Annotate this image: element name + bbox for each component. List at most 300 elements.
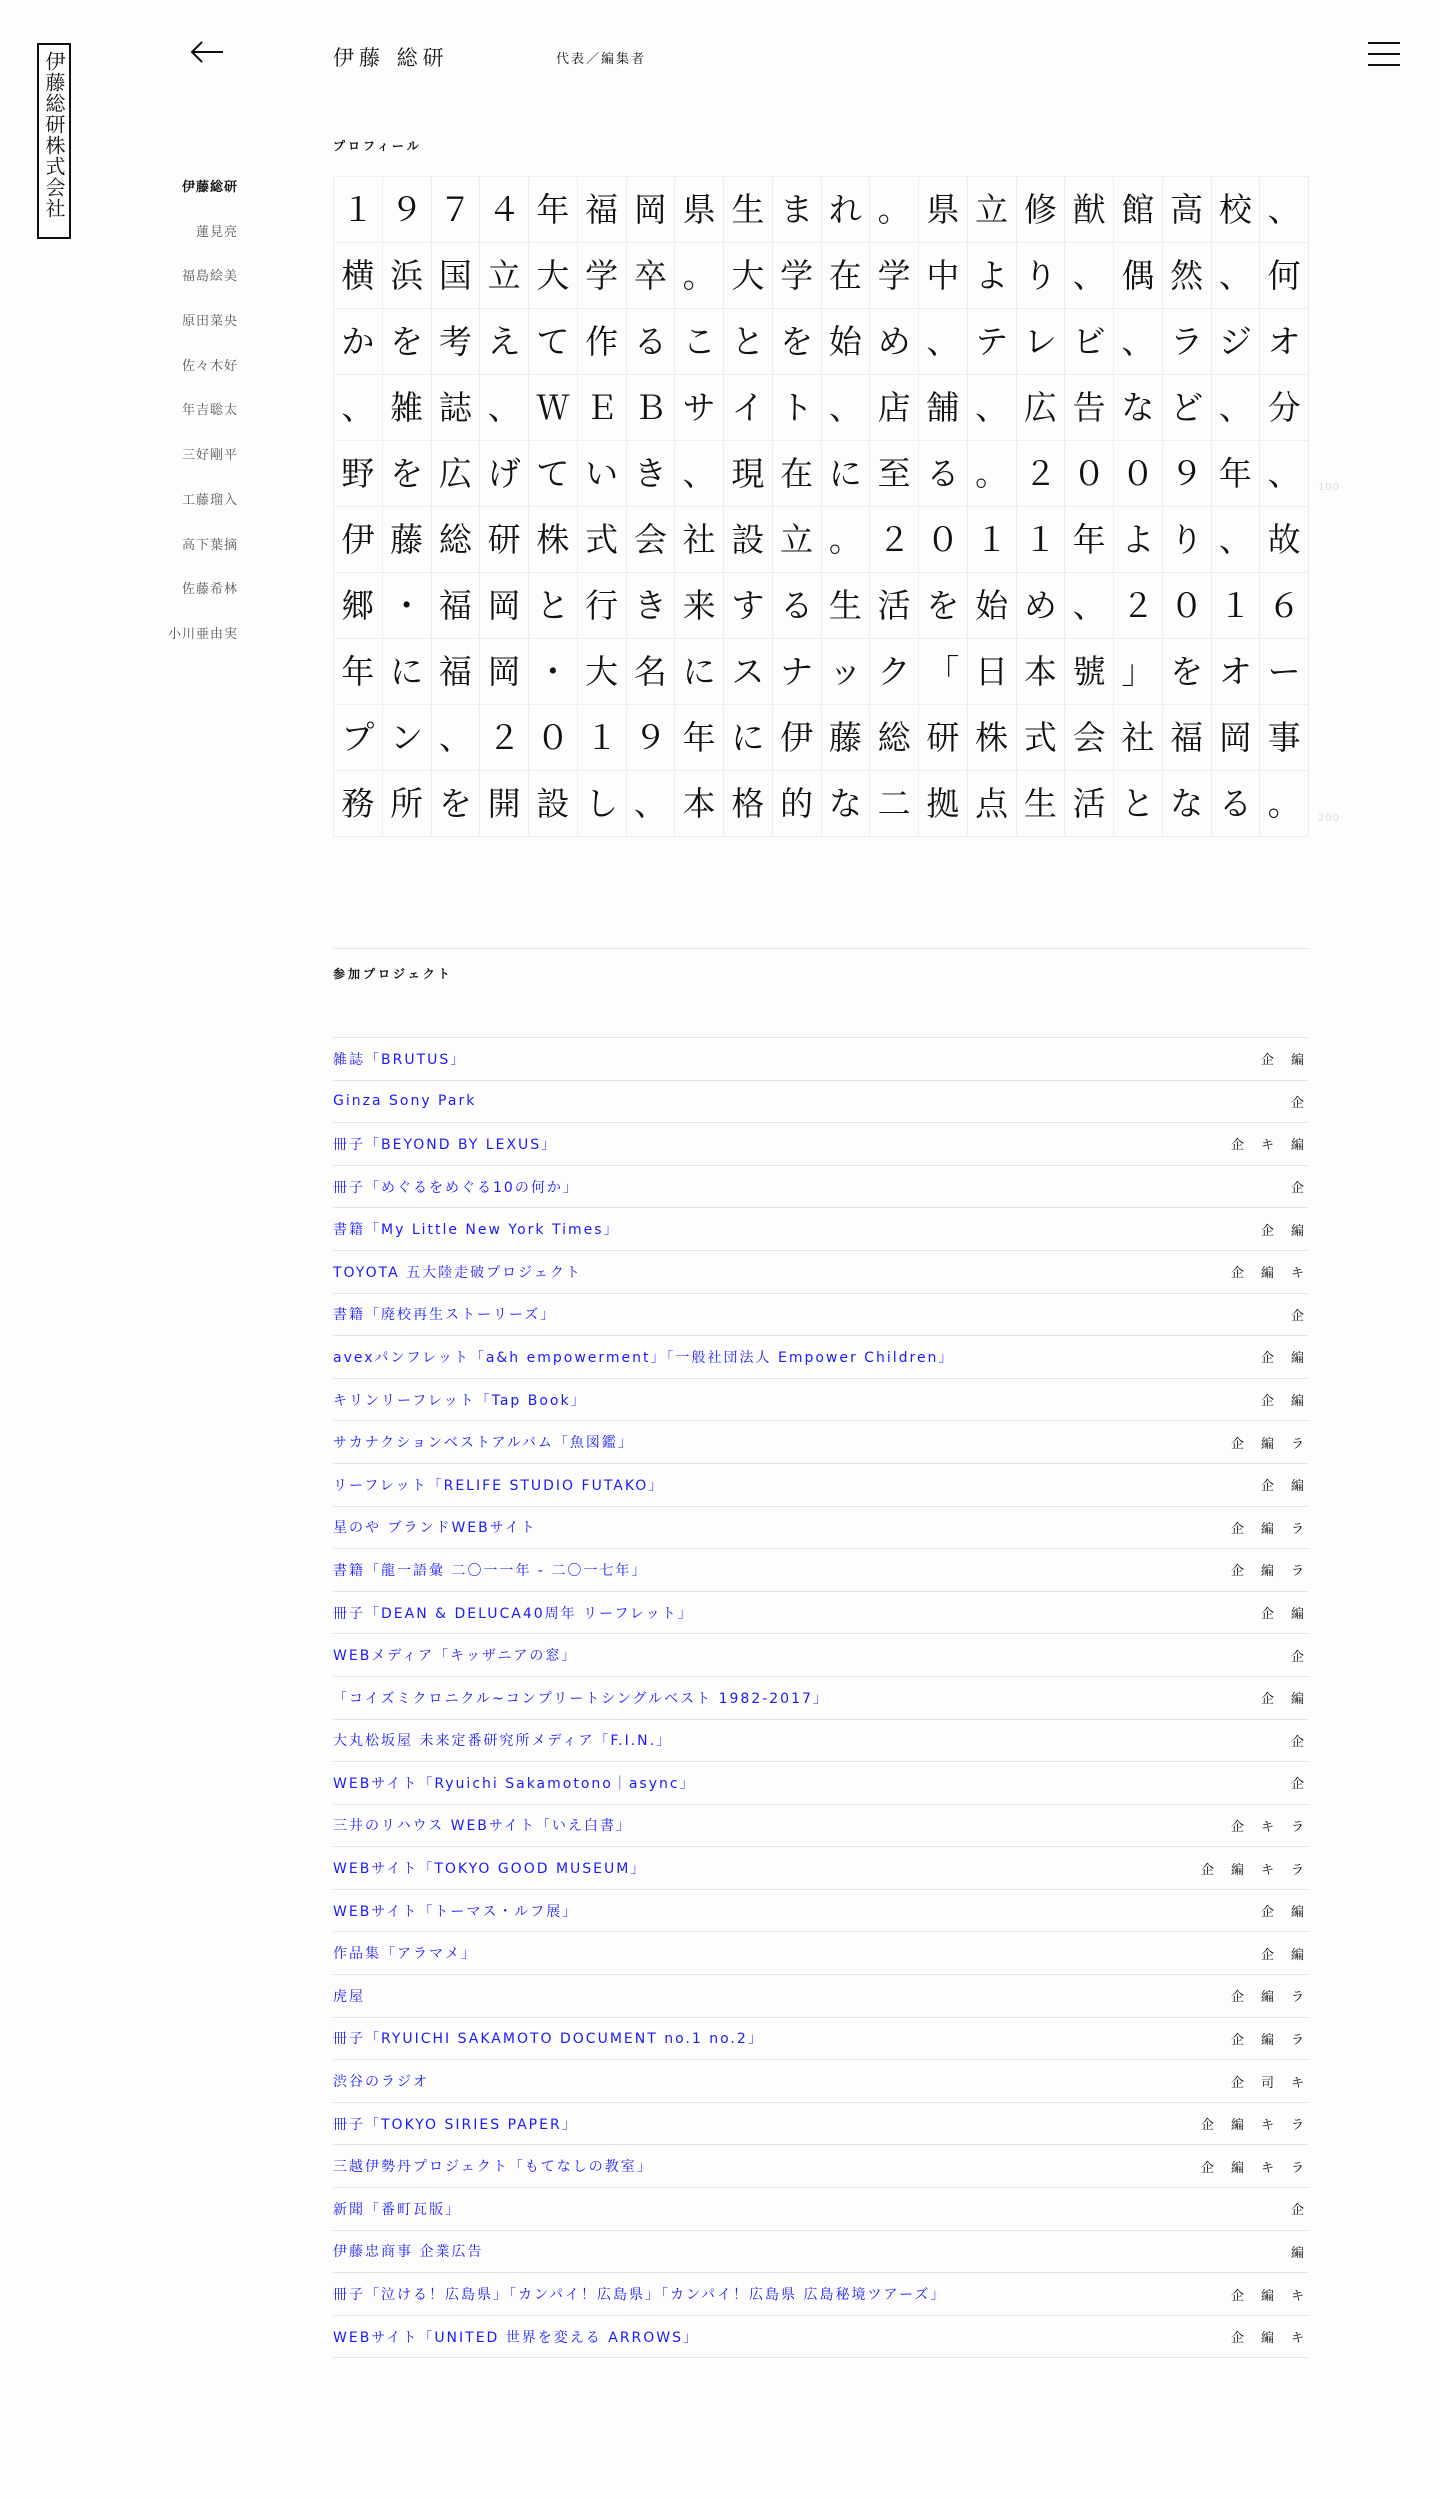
role-tag: 編 [1290, 1905, 1304, 1921]
role-tag: キ [1260, 2160, 1274, 2176]
profile-char: ど [1162, 374, 1212, 441]
profile-char: ７ [431, 176, 481, 243]
role-tag: 編 [1260, 2288, 1274, 2304]
profile-char: ０ [1113, 440, 1163, 507]
project-title[interactable]: 冊子「DEAN & DELUCA40周年 リーフレット」 [333, 1605, 694, 1622]
profile-char: 横 [333, 242, 383, 309]
project-roles [1244, 1220, 1308, 1239]
project-roles [1274, 2242, 1308, 2261]
profile-char: 総 [869, 704, 919, 771]
profile-char: 本 [1016, 638, 1066, 705]
profile-char: と [528, 572, 578, 639]
profile-char: 在 [821, 242, 871, 309]
project-roles [1184, 2114, 1308, 2133]
projects-label: 参加プロジェクト [333, 967, 453, 981]
profile-char: 社 [674, 506, 724, 573]
role-tag: 企 [1200, 2118, 1214, 2134]
profile-char: レ [1016, 308, 1066, 375]
profile-char: 、 [479, 374, 529, 441]
profile-char: 所 [382, 770, 432, 837]
project-row[interactable] [333, 1677, 1308, 1720]
project-title[interactable]: リーフレット「RELIFE STUDIO FUTAKO」 [333, 1477, 665, 1494]
project-row[interactable] [333, 1379, 1308, 1422]
profile-char: 高 [1162, 176, 1212, 243]
profile-char: 猷 [1064, 176, 1114, 243]
project-roles [1184, 1859, 1308, 1878]
role-tag: ラ [1290, 1564, 1304, 1580]
project-title[interactable]: 冊子「めぐるをめぐる10の何か」 [333, 1179, 579, 1196]
project-title[interactable]: 作品集「アラマメ」 [333, 1946, 477, 1963]
profile-char: 福 [577, 176, 627, 243]
staff-nav-item[interactable]: 伊藤総研 [181, 180, 238, 195]
project-row[interactable] [333, 2018, 1308, 2061]
project-title[interactable]: サカナクションベストアルバム「魚図鑑」 [333, 1435, 634, 1452]
profile-char: 研 [918, 704, 968, 771]
project-roles [1214, 1134, 1308, 1153]
profile-char: り [1162, 506, 1212, 573]
profile-char: 県 [918, 176, 968, 243]
project-roles [1274, 1305, 1308, 1324]
role-tag: 編 [1260, 1990, 1274, 2006]
profile-char: 、 [1259, 176, 1309, 243]
role-tag: 企 [1260, 1394, 1274, 1410]
profile-char: 浜 [382, 242, 432, 309]
project-roles [1214, 2327, 1308, 2346]
menu-button[interactable] [1368, 42, 1400, 68]
profile-char: 国 [431, 242, 481, 309]
profile-char: 偶 [1113, 242, 1163, 309]
profile-char: 生 [723, 176, 773, 243]
project-row[interactable] [333, 1421, 1308, 1464]
project-title[interactable]: 三越伊勢丹プロジェクト「もてなしの教室」 [333, 2159, 653, 2176]
profile-char: 、 [1064, 242, 1114, 309]
profile-char: 、 [626, 770, 676, 837]
role-tag: キ [1290, 1266, 1304, 1282]
profile-char: 福 [431, 638, 481, 705]
project-roles [1214, 1518, 1308, 1537]
profile-char: 校 [1211, 176, 1261, 243]
logo-text: 伊藤総研株式会社 [42, 51, 66, 219]
project-title[interactable]: 星のや ブランドWEBサイト [333, 1520, 537, 1537]
project-title[interactable]: WEBサイト「TOKYO GOOD MUSEUM」 [333, 1861, 647, 1878]
profile-char: 年 [333, 638, 383, 705]
role-tag: キ [1260, 1138, 1274, 1154]
project-roles [1244, 1603, 1308, 1622]
profile-char: 生 [1016, 770, 1066, 837]
profile-char: 式 [1016, 704, 1066, 771]
profile-char: ・ [528, 638, 578, 705]
profile-char: 店 [869, 374, 919, 441]
profile-char: に [382, 638, 432, 705]
profile-char: 立 [479, 242, 529, 309]
profile-char: 修 [1016, 176, 1066, 243]
staff-nav-item[interactable]: 原田菜央 [181, 314, 238, 330]
role-tag: 編 [1230, 2160, 1244, 2176]
project-row[interactable] [333, 2273, 1308, 2316]
staff-nav-item[interactable]: 工藤瑠入 [181, 492, 238, 508]
role-tag: 企 [1260, 1947, 1274, 1963]
project-roles [1244, 1475, 1308, 1494]
role-tag: 企 [1260, 1351, 1274, 1367]
project-row[interactable] [333, 1464, 1308, 1507]
profile-char: ２ [479, 704, 529, 771]
profile-char: め [869, 308, 919, 375]
project-row[interactable] [333, 1166, 1308, 1209]
project-row[interactable] [333, 1762, 1308, 1805]
role-tag: 企 [1260, 1479, 1274, 1495]
role-tag: 編 [1290, 1947, 1304, 1963]
project-roles [1274, 1731, 1308, 1750]
project-title[interactable]: 新聞「番町瓦版」 [333, 2201, 461, 2218]
project-roles [1214, 1433, 1308, 1452]
profile-char: に [821, 440, 871, 507]
profile-char: 行 [577, 572, 627, 639]
role-tag: 編 [1230, 1862, 1244, 1878]
project-roles [1214, 2029, 1308, 2048]
profile-char: り [1016, 242, 1066, 309]
profile-char: ビ [1064, 308, 1114, 375]
project-roles [1274, 1773, 1308, 1792]
project-row[interactable] [333, 1123, 1308, 1166]
project-row[interactable] [333, 1634, 1308, 1677]
profile-char: に [674, 638, 724, 705]
role-tag: 編 [1290, 1479, 1304, 1495]
profile-char: 、 [821, 374, 871, 441]
profile-char: を [918, 572, 968, 639]
grid-number: 200 [1318, 813, 1341, 824]
profile-char: 年 [1064, 506, 1114, 573]
project-title[interactable]: 渋谷のラジオ [333, 2074, 429, 2091]
profile-char: 藤 [821, 704, 871, 771]
profile-char: い [577, 440, 627, 507]
role-tag: 企 [1260, 1905, 1274, 1921]
profile-char: す [723, 572, 773, 639]
project-row[interactable] [333, 1720, 1308, 1763]
project-title[interactable]: 書籍「龍一語彙 二〇一一年 ‐ 二〇一七年」 [333, 1562, 648, 1579]
profile-char: １ [333, 176, 383, 243]
project-roles [1214, 2285, 1308, 2304]
role-tag: ラ [1290, 1819, 1304, 1835]
role-tag: 編 [1230, 2118, 1244, 2134]
profile-char: ま [772, 176, 822, 243]
project-row[interactable] [333, 2103, 1308, 2146]
project-row[interactable] [333, 1549, 1308, 1592]
profile-char: 。 [674, 242, 724, 309]
profile-char: よ [967, 242, 1017, 309]
profile-char: に [723, 704, 773, 771]
staff-nav-item[interactable]: 佐々木好 [181, 358, 238, 374]
project-title[interactable]: 書籍「廃校再生ストーリーズ」 [333, 1307, 557, 1324]
role-tag: 編 [1260, 1521, 1274, 1537]
project-title[interactable]: 伊藤忠商事 企業広告 [333, 2244, 484, 2261]
project-title[interactable]: 虎屋 [333, 1988, 365, 2005]
profile-char: 大 [723, 242, 773, 309]
profile-char: ０ [1064, 440, 1114, 507]
profile-char: 広 [1016, 374, 1066, 441]
profile-char: 、 [1211, 506, 1261, 573]
person-name: 伊藤 総研 [333, 46, 449, 70]
staff-nav-item[interactable]: 三好剛平 [181, 448, 238, 464]
role-tag: 編 [1260, 2032, 1274, 2048]
project-title[interactable]: Ginza Sony Park [333, 1093, 477, 1110]
profile-char: を [772, 308, 822, 375]
profile-char: １ [1016, 506, 1066, 573]
profile-char: 立 [967, 176, 1017, 243]
role-tag: 企 [1290, 1181, 1304, 1197]
profile-char: ９ [626, 704, 676, 771]
role-tag: 企 [1230, 2288, 1244, 2304]
profile-char: 点 [967, 770, 1017, 837]
profile-char: 」 [1113, 638, 1163, 705]
project-row[interactable] [333, 1081, 1308, 1124]
role-tag: ラ [1290, 1990, 1304, 2006]
project-row[interactable] [333, 1975, 1308, 2018]
role-tag: 企 [1290, 1308, 1304, 1324]
project-row[interactable] [333, 2316, 1308, 2359]
role-tag: 企 [1230, 1138, 1244, 1154]
profile-char: Ｗ [528, 374, 578, 441]
project-title[interactable]: WEBサイト「トーマス・ルフ展」 [333, 1903, 579, 1920]
project-roles [1274, 1646, 1308, 1665]
role-tag: 企 [1260, 1607, 1274, 1623]
project-title[interactable]: 大丸松坂屋 未来定番研究所メディア「F.I.N.」 [333, 1733, 673, 1750]
role-tag: 企 [1290, 1734, 1304, 1750]
profile-char: 然 [1162, 242, 1212, 309]
profile-char: 大 [528, 242, 578, 309]
project-row[interactable] [333, 2060, 1308, 2103]
role-tag: 司 [1260, 2075, 1274, 2091]
profile-char: る [1211, 770, 1261, 837]
staff-nav-item[interactable]: 小川亜由実 [167, 626, 238, 642]
role-tag: 企 [1290, 1649, 1304, 1665]
role-tag: 企 [1230, 1819, 1244, 1835]
profile-char: 会 [1064, 704, 1114, 771]
profile-char: 誌 [431, 374, 481, 441]
profile-char: 、 [1211, 374, 1261, 441]
profile-char: 、 [1064, 572, 1114, 639]
project-row[interactable] [333, 1592, 1308, 1635]
project-row[interactable] [333, 1932, 1308, 1975]
profile-char: 年 [674, 704, 724, 771]
profile-char: 式 [577, 506, 627, 573]
profile-char: 號 [1064, 638, 1114, 705]
hamburger-icon [1368, 42, 1400, 44]
project-title[interactable]: avexパンフレット「a&h empowerment」「一般社団法人 Empower Children」 [333, 1349, 955, 1366]
profile-char: オ [1259, 308, 1309, 375]
project-title[interactable]: WEBメディア「キッザニアの窓」 [333, 1648, 578, 1665]
role-tag: キ [1260, 2118, 1274, 2134]
profile-char: １ [967, 506, 1017, 573]
role-tag: ラ [1290, 2118, 1304, 2134]
project-title[interactable]: TOYOTA 五大陸走破プロジェクト [333, 1264, 582, 1281]
project-roles [1214, 1262, 1308, 1281]
profile-char: 事 [1259, 704, 1309, 771]
staff-nav-item[interactable]: 福島絵美 [181, 269, 238, 285]
back-button[interactable] [190, 40, 224, 64]
project-row[interactable] [333, 1294, 1308, 1337]
profile-char: 中 [918, 242, 968, 309]
staff-nav-item[interactable]: 高下葉摘 [181, 537, 238, 553]
profile-char: 総 [431, 506, 481, 573]
project-roles [1244, 1688, 1308, 1707]
profile-char: 告 [1064, 374, 1114, 441]
project-title[interactable]: 冊子「泣ける！広島県」「カンパイ！広島県」「カンパイ！広島県 広島秘境ツアーズ」 [333, 2287, 947, 2304]
project-row[interactable] [333, 2188, 1308, 2231]
profile-char: ４ [479, 176, 529, 243]
role-tag: 企 [1230, 2331, 1244, 2347]
project-roles [1214, 1816, 1308, 1835]
profile-char: ト [772, 374, 822, 441]
role-tag: キ [1290, 2075, 1304, 2091]
project-roles [1274, 1092, 1308, 1111]
staff-nav-item[interactable]: 年吉聡太 [181, 403, 238, 419]
project-title[interactable]: 三井のリハウス WEBサイト「いえ白書」 [333, 1818, 632, 1835]
role-tag: 編 [1290, 1692, 1304, 1708]
profile-char: 岡 [479, 572, 529, 639]
profile-char: き [626, 572, 676, 639]
profile-char: 現 [723, 440, 773, 507]
profile-char: 、 [1259, 440, 1309, 507]
company-logo[interactable] [37, 43, 71, 239]
project-roles [1244, 1049, 1308, 1068]
profile-char: こ [674, 308, 724, 375]
profile-char: 雑 [382, 374, 432, 441]
project-row[interactable] [333, 1847, 1308, 1890]
project-title[interactable]: 冊子「BEYOND BY LEXUS」 [333, 1136, 558, 1153]
profile-char: 、 [967, 374, 1017, 441]
role-tag: 企 [1290, 1777, 1304, 1793]
profile-char: Ｅ [577, 374, 627, 441]
profile-char: 大 [577, 638, 627, 705]
project-row[interactable] [333, 1507, 1308, 1550]
role-tag: ラ [1290, 1521, 1304, 1537]
profile-char: 拠 [918, 770, 968, 837]
profile-char: 二 [869, 770, 919, 837]
profile-char: 株 [528, 506, 578, 573]
profile-char: 。 [1259, 770, 1309, 837]
grid-number: 100 [1318, 482, 1341, 493]
project-row[interactable] [333, 1038, 1308, 1081]
profile-char: ９ [382, 176, 432, 243]
profile-char: 、 [431, 704, 481, 771]
role-tag: 編 [1260, 2331, 1274, 2347]
role-tag: 企 [1230, 1266, 1244, 1282]
profile-char: 設 [528, 770, 578, 837]
profile-char: ２ [1016, 440, 1066, 507]
profile-char: ク [869, 638, 919, 705]
profile-char: 故 [1259, 506, 1309, 573]
project-row[interactable] [333, 1251, 1308, 1294]
project-title[interactable]: 冊子「TOKYO SIRIES PAPER」 [333, 2116, 578, 2133]
project-row[interactable] [333, 1805, 1308, 1848]
profile-char: 学 [869, 242, 919, 309]
profile-char: 舗 [918, 374, 968, 441]
role-tag: 編 [1290, 1351, 1304, 1367]
role-tag: 企 [1260, 1692, 1274, 1708]
role-tag: キ [1260, 1862, 1274, 1878]
profile-char: ナ [772, 638, 822, 705]
role-tag: 編 [1260, 1266, 1274, 1282]
profile-char: 、 [333, 374, 383, 441]
role-tag: 企 [1290, 2203, 1304, 2219]
project-title[interactable]: 冊子「RYUICHI SAKAMOTO DOCUMENT no.1 no.2」 [333, 2031, 764, 2048]
project-list [333, 1037, 1308, 2358]
profile-char: オ [1211, 638, 1261, 705]
profile-char: ス [723, 638, 773, 705]
role-tag: 企 [1290, 1095, 1304, 1111]
profile-char: ２ [1113, 572, 1163, 639]
project-roles [1214, 1986, 1308, 2005]
project-title[interactable]: WEBサイト「UNITED 世界を変える ARROWS」 [333, 2329, 700, 2346]
project-row[interactable] [333, 1890, 1308, 1933]
staff-nav-item[interactable]: 蓮見亮 [195, 224, 238, 240]
profile-char: ッ [821, 638, 871, 705]
profile-char: 設 [723, 506, 773, 573]
profile-char: 。 [869, 176, 919, 243]
profile-char: プ [333, 704, 383, 771]
project-row[interactable] [333, 2145, 1308, 2188]
role-tag: 企 [1260, 1223, 1274, 1239]
project-title[interactable]: WEBサイト「Ryuichi Sakamotono｜async」 [333, 1775, 696, 1792]
arrow-left-icon [190, 40, 224, 64]
profile-char: 福 [431, 572, 481, 639]
role-tag: キ [1290, 2331, 1304, 2347]
profile-char: ・ [382, 572, 432, 639]
project-roles [1274, 1177, 1308, 1196]
role-tag: 企 [1230, 1436, 1244, 1452]
profile-char: ー [1259, 638, 1309, 705]
role-tag: キ [1260, 1819, 1274, 1835]
profile-char: を [1162, 638, 1212, 705]
profile-char: 分 [1259, 374, 1309, 441]
profile-char: 。 [821, 506, 871, 573]
project-row[interactable] [333, 2231, 1308, 2274]
project-title[interactable]: 雑誌「BRUTUS」 [333, 1051, 467, 1068]
profile-char: 、 [674, 440, 724, 507]
project-title[interactable]: 「コイズミクロニクル~コンプリートシングルベスト 1982-2017」 [333, 1690, 829, 1707]
profile-char: 伊 [772, 704, 822, 771]
role-tag: ラ [1290, 1436, 1304, 1452]
profile-char: 本 [674, 770, 724, 837]
role-tag: 企 [1200, 2160, 1214, 2176]
project-roles [1244, 1901, 1308, 1920]
profile-char: る [772, 572, 822, 639]
project-row[interactable] [333, 1336, 1308, 1379]
profile-char: か [333, 308, 383, 375]
profile-char: 立 [772, 506, 822, 573]
profile-char: 、 [1211, 242, 1261, 309]
profile-char: Ｂ [626, 374, 676, 441]
project-title[interactable]: キリンリーフレット「Tap Book」 [333, 1392, 587, 1409]
person-role: 代表／編集者 [556, 52, 647, 67]
profile-char: ０ [1162, 572, 1212, 639]
role-tag: 企 [1230, 1990, 1244, 2006]
profile-char: 「 [918, 638, 968, 705]
profile-char: ９ [1162, 440, 1212, 507]
project-row[interactable] [333, 1208, 1308, 1251]
profile-char: 館 [1113, 176, 1163, 243]
staff-nav-item[interactable]: 佐藤希林 [181, 582, 238, 598]
profile-char: テ [967, 308, 1017, 375]
profile-char: な [1113, 374, 1163, 441]
role-tag: 編 [1290, 1394, 1304, 1410]
profile-char: 来 [674, 572, 724, 639]
profile-char: な [1162, 770, 1212, 837]
role-tag: 企 [1230, 1521, 1244, 1537]
profile-char: 伊 [333, 506, 383, 573]
profile-char: ６ [1259, 572, 1309, 639]
project-title[interactable]: 書籍「My Little New York Times」 [333, 1222, 620, 1239]
